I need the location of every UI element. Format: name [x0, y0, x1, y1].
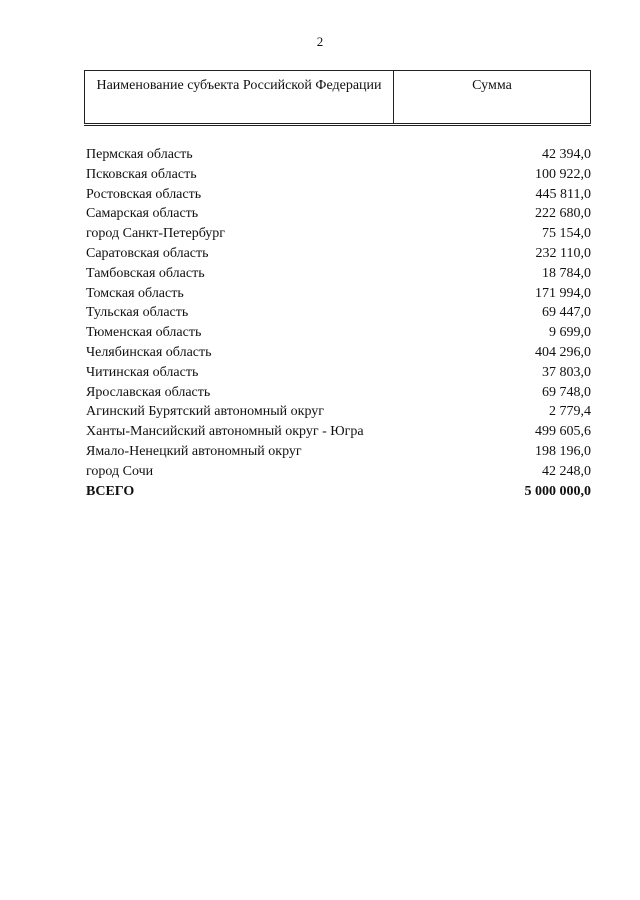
table-row: [86, 224, 591, 244]
total-label: ВСЕГО: [86, 483, 135, 499]
region-name: Ханты-Мансийский автономный округ - Югра: [86, 424, 364, 440]
region-amount: 2 779,4: [549, 404, 591, 420]
table-header: [84, 70, 591, 124]
region-name: город Санкт-Петербург: [86, 226, 226, 242]
table-row: [86, 363, 591, 383]
header-divider: [84, 123, 591, 126]
table-body: [86, 145, 591, 501]
region-amount: 69 447,0: [542, 305, 591, 321]
region-amount: 75 154,0: [542, 226, 591, 242]
table-row: [86, 204, 591, 224]
region-name: Агинский Бурятский автономный округ: [86, 404, 324, 420]
region-amount: 18 784,0: [542, 265, 591, 281]
table-row: [86, 383, 591, 403]
table-row: [86, 165, 591, 185]
header-name-column: Наименование субъекта Российской Федерации: [85, 71, 394, 123]
table-row: [86, 402, 591, 422]
region-name: Ростовская область: [86, 186, 202, 202]
region-name: Ямало-Ненецкий автономный округ: [86, 443, 302, 459]
region-name: Ярославская область: [86, 384, 211, 400]
region-amount: 232 110,0: [535, 245, 591, 261]
region-name: Челябинская область: [86, 344, 212, 360]
table-row: [86, 323, 591, 343]
region-amount: 37 803,0: [542, 364, 591, 380]
region-amount: 9 699,0: [549, 325, 591, 341]
total-row: [86, 482, 591, 502]
region-name: Пермская область: [86, 147, 193, 162]
table-row: [86, 185, 591, 205]
region-name: Томская область: [86, 285, 184, 301]
table-row: [86, 145, 591, 165]
table-row: [86, 284, 591, 304]
region-name: Тюменская область: [86, 325, 202, 341]
region-amount: 445 811,0: [535, 186, 591, 202]
region-name: Тульская область: [86, 305, 189, 321]
region-amount: 69 748,0: [542, 384, 591, 400]
region-amount: 171 994,0: [535, 285, 591, 301]
total-amount: 5 000 000,0: [524, 483, 591, 499]
region-amount: 198 196,0: [535, 443, 591, 459]
region-amount: 42 248,0: [542, 463, 591, 479]
region-amount: 42 394,0: [542, 147, 591, 162]
region-amount: 404 296,0: [535, 344, 591, 360]
header-sum-column: Сумма: [472, 78, 512, 93]
table-row: [86, 303, 591, 323]
region-amount: 222 680,0: [535, 206, 591, 222]
region-amount: 100 922,0: [535, 166, 591, 182]
table-row: [86, 422, 591, 442]
region-amount: 499 605,6: [535, 424, 591, 440]
region-name: Саратовская область: [86, 245, 209, 261]
table-row: [86, 244, 591, 264]
table-row: [86, 442, 591, 462]
region-name: Псковская область: [86, 166, 197, 182]
region-name: Тамбовская область: [86, 265, 205, 281]
table-row: [86, 343, 591, 363]
region-name: Читинская область: [86, 364, 199, 380]
region-name: Самарская область: [86, 206, 199, 222]
table-row: [86, 264, 591, 284]
page-number: 2: [316, 34, 324, 49]
table-row: [86, 462, 591, 482]
region-name: город Сочи: [86, 463, 154, 479]
